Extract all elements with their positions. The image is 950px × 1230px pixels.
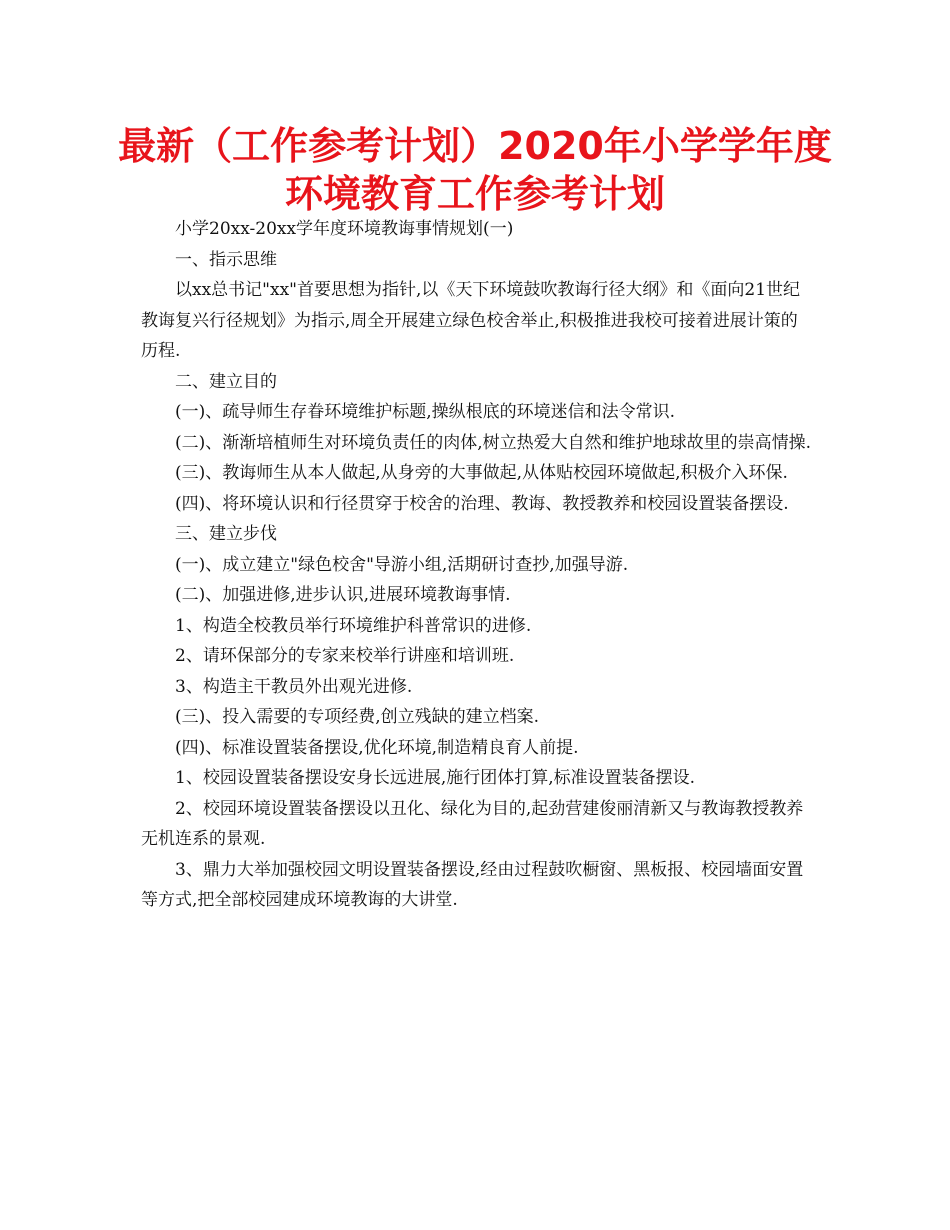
body-paragraph: 2、校园环境设置装备摆设以丑化、绿化为目的,起劲营建俊丽清新又与教诲教授教养无机连系的景观. (141, 798, 804, 849)
body-paragraph: (二)、渐渐培植师生对环境负责任的肉体,树立热爱大自然和维护地球故里的崇高情操. (175, 432, 812, 453)
body-paragraph: 以xx总书记"xx"首要思想为指针,以《天下环境鼓吹教诲行径大纲》和《面向21世纪教诲复兴行径规划》为指示,周全开展建立绿色校舍举止,积极推进我校可接着进展计策的历程. (141, 280, 801, 361)
body-paragraph: (三)、投入需要的专项经费,创立残缺的建立档案. (175, 707, 540, 727)
subtitle-paragraph: 小学20xx-20xx学年度环境教诲事情规划(一) (175, 219, 514, 239)
body-paragraph: 2、请环保部分的专家来校举行讲座和培训班. (175, 646, 515, 666)
document-title-line-1: 最新（工作参考计划）2020年小学学年度 (118, 124, 832, 168)
body-paragraph: (一)、成立建立"绿色校舍"导游小组,活期研讨查抄,加强导游. (175, 554, 629, 575)
body-paragraph: 1、校园设置装备摆设安身长远进展,施行团体打算,标准设置装备摆设. (175, 768, 696, 788)
section-heading-guiding-thought: 一、指示思维 (175, 249, 277, 270)
body-paragraph: (三)、教诲师生从本人做起,从身旁的大事做起,从体贴校园环境做起,积极介入环保. (175, 463, 788, 483)
body-paragraph: (二)、加强进修,进步认识,进展环境教诲事情. (175, 585, 511, 605)
section-heading-goals: 二、建立目的 (175, 371, 277, 392)
section-heading-steps: 三、建立步伐 (175, 524, 277, 544)
body-paragraph: 3、构造主干教员外出观光进修. (175, 676, 413, 697)
body-paragraph: 3、鼎力大举加强校园文明设置装备摆设,经由过程鼓吹橱窗、黑板报、校园墙面安置等方式,把全部校园建成环境教诲的大讲堂. (141, 859, 804, 910)
document-body (141, 214, 813, 916)
body-paragraph: (一)、疏导师生存眷环境维护标题,操纵根底的环境迷信和法令常识. (175, 402, 676, 422)
body-paragraph: (四)、标准设置装备摆设,优化环境,制造精良育人前提. (175, 737, 579, 758)
document-title-line-2: 环境教育工作参考计划 (284, 172, 665, 216)
body-paragraph: (四)、将环境认识和行径贯穿于校舍的治理、教诲、教授教养和校园设置装备摆设. (175, 493, 789, 514)
body-paragraph: 1、构造全校教员举行环境维护科普常识的进修. (175, 615, 532, 636)
